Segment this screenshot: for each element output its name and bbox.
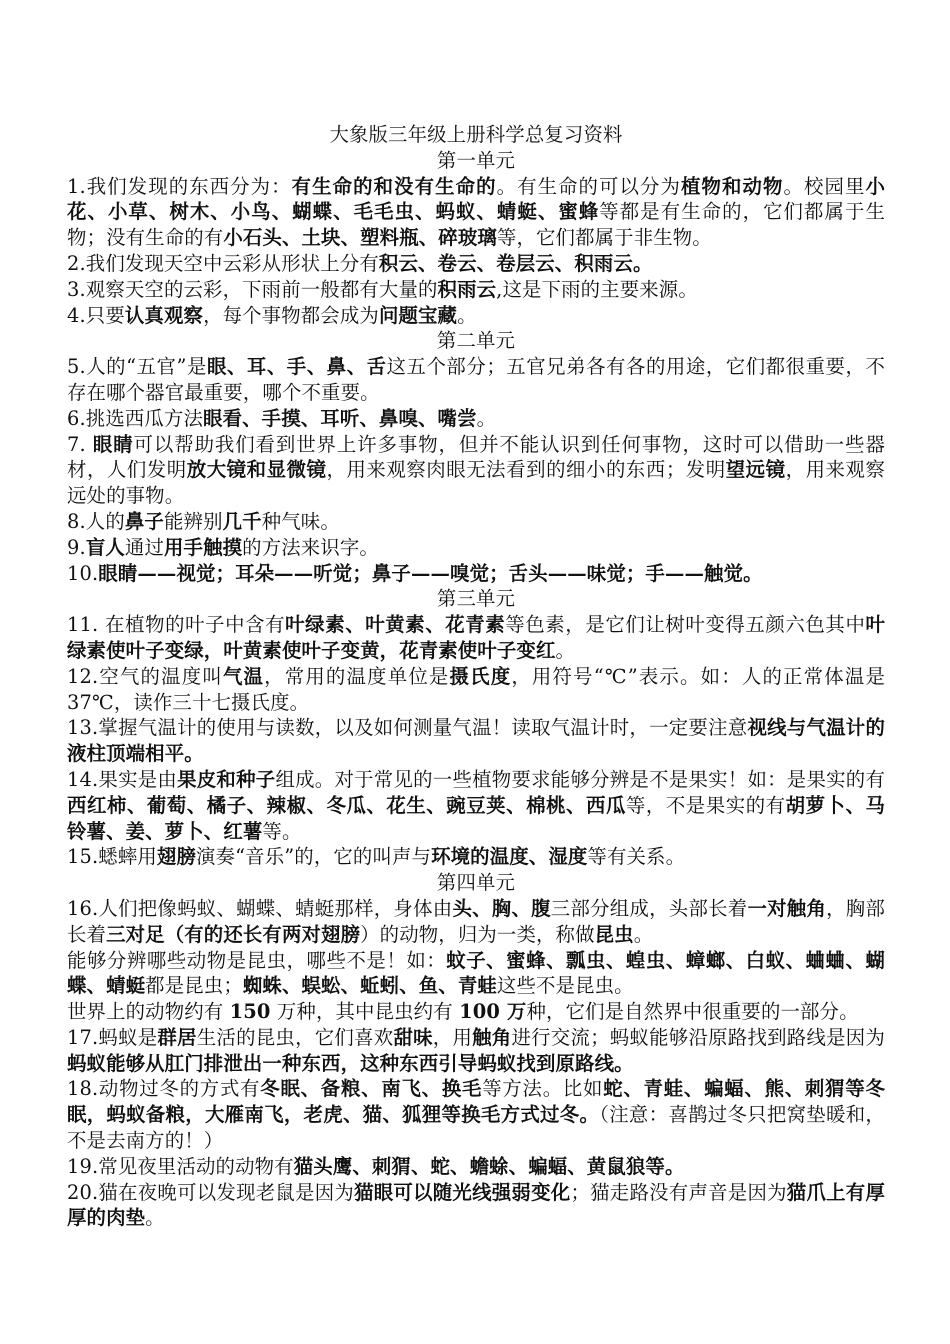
paragraph [67,948,885,1000]
bold-text: 猫爪上有厚厚的肉垫 [67,1180,885,1230]
bold-text: 触角 [472,1025,512,1049]
bold-text: 冬眠、备粮、南飞、换毛 [260,1077,483,1101]
paragraph [67,1154,885,1180]
text-run: ，用符号“℃”表示。如：人的正常体温是 37℃，读作三十七摄氏度。 [67,664,885,714]
paragraph [67,664,885,716]
text-run: 2.我们发现天空中云彩从形状上分有 [67,251,379,275]
text-run: ）的动物，归为一类，称做 [360,922,595,946]
text-run: 11. 在植物的叶子中含有 [67,613,286,637]
text-run: 这五个部分；五官兄弟各有各的用途，它们都很重要，不存在哪个器官最重要，哪个不重要。 [67,355,885,404]
bold-text: 昆虫 [594,922,634,946]
bold-text: 有生命的和没有生命的 [291,174,497,198]
paragraph [67,354,885,406]
text-run: 能够分辨哪些动物是昆虫，哪些不是！如： [67,948,447,972]
paragraph [67,303,885,329]
text-run: 12.空气的温度叫 [67,664,223,688]
bold-text: 积云、卷云、卷层云、积雨云。 [378,251,653,275]
document-page [67,122,885,1231]
bold-text: 蚂蚁能够从肛门排泄出一种东西，这种东西引导蚂蚁找到原路线。 [67,1051,634,1075]
text-run: 组成。对于常见的一些植物要求能够分辨是不是果实！如：是果实的有 [275,767,886,791]
bold-text: 摄氏度 [449,664,512,688]
text-run: 15.蟋蟀用 [67,845,157,869]
text-run: 等都是有生命的，它们都属于生物；没有生命的有 [67,200,885,250]
paragraph [67,432,885,509]
unit-heading: 第四单元 [436,871,516,895]
paragraph [67,1180,885,1232]
text-run: 进行交流；蚂蚁能够沿原路找到路线是因为 [511,1025,885,1049]
text-run: 。 [145,1206,165,1230]
bold-text: 100 万 [459,1000,527,1024]
bold-text: 望远镜 [725,458,786,482]
paragraph [67,1076,885,1153]
text-run: 世界上的动物约有 [67,1000,230,1024]
bold-text: 三对足（有的还长有两对翅膀 [106,922,361,946]
paragraph [67,844,885,870]
text-run: 的方法来识字。 [242,535,379,559]
bold-text: 眼、耳、手、鼻、舌 [206,355,387,379]
bold-text: 气温 [222,664,265,688]
text-run: 6.挑选西瓜方法 [67,406,204,430]
bold-text: 放大镜和显微镜 [186,458,327,482]
text-run: 生活的昆虫，它们喜欢 [196,1025,394,1049]
bold-text: 蚊子、蜜蜂、瓢虫、蝗虫、蟑螂、白蚁、蛐蛐、蝴蝶、蜻蜓 [67,948,885,998]
bold-text: 鼻子 [124,509,164,533]
text-run: 4.只要 [67,303,125,327]
paragraph [67,277,885,303]
text-run: ，用来观察远处的事物。 [67,458,885,508]
text-run: ，用 [432,1025,473,1049]
text-run: 等方法。比如 [482,1077,604,1101]
text-run: 等，它们都属于非生物。 [496,226,712,250]
bold-text: 小花、小草、树木、小鸟、蝴蝶、毛毛虫、蚂蚁、蜻蜓、蜜蜂 [67,174,885,224]
bold-text: 胡萝卜、马铃薯、姜、萝卜、红薯 [67,793,886,843]
bold-text: 翅膀 [156,845,197,869]
text-run: 14.果实是由 [67,767,178,791]
bold-text: 视线与气温计的液柱顶端相平。 [67,716,885,766]
text-run: ；猫走路没有声音是因为 [570,1180,787,1204]
bold-text: 叶绿素使叶子变绿，叶黄素使叶子变黄，花青素使叶子变红 [67,613,886,662]
bold-text: 西红柿、葡萄、橘子、辣椒、冬瓜、花生、豌豆荚、棉桃、西瓜 [67,793,626,817]
unit-heading: 第三单元 [436,587,516,611]
bold-text: 认真观察 [124,303,204,327]
text-run: ，常用的温度单位是 [264,664,450,688]
bold-text: 问题宝藏 [378,303,458,327]
bold-text: 叶绿素、叶黄素、花青素 [285,613,506,637]
text-run: 。有生命的可以分为 [496,174,682,198]
text-run: 20.猫在夜晚可以发现老鼠是因为 [67,1180,355,1204]
text-run: ，胸部长着 [67,896,886,946]
text-run: 17.蚂蚁是 [67,1025,158,1049]
bold-text: 眼睛——视觉；耳朵——听觉；鼻子——嗅觉；舌头——味觉；手——触觉。 [98,561,763,585]
text-run: 。 [457,303,477,327]
text-run: 3.观察天空的云彩，下雨前一般都有大量的 [67,277,438,301]
paragraph [67,535,885,561]
text-run: 这些不是昆虫。 [496,974,634,998]
text-run: 19.常见夜里活动的动物有 [67,1154,294,1178]
text-run: 等，不是果实的有 [625,793,786,817]
bold-text: 头、胸、腹 [452,896,551,920]
bold-text: 一对触角 [747,896,827,920]
text-run: 等有关系。 [587,845,686,869]
unit-heading: 第二单元 [436,329,516,353]
bold-text: 盲人 [85,535,125,559]
text-run: 。 [555,638,576,662]
bold-text: 用手触摸 [164,535,243,559]
text-run: 。 [633,922,654,946]
text-run: ，每个事物都会成为 [203,303,379,327]
bold-text: 环境的温度、湿度 [431,845,588,869]
text-run: 1.我们发现的东西分为： [67,174,292,198]
paragraph [67,999,885,1025]
paragraph [67,612,885,664]
bold-text: 猫眼可以随光线强弱变化 [354,1180,571,1204]
text-run: 可以帮助我们看到世界上许多事物，但并不能认识到任何事物，这时可以借助一些器材，人们发明 [67,432,885,482]
paragraph [67,174,885,251]
text-run: 10. [67,561,99,585]
bold-text: 积雨云 [437,277,497,301]
text-run: 16.人们把像蚂蚁、蝴蝶、蜻蜓那样，身体由 [67,896,453,920]
bold-text: 群居 [157,1025,197,1049]
text-run: 能辨别 [163,509,223,533]
bold-text: 小石头、土块、塑料瓶、碎玻璃 [223,226,497,250]
text-run: 18.动物过冬的方式有 [67,1077,261,1101]
text-run: 三部分组成，头部长着 [550,896,748,920]
paragraph [67,406,885,432]
bold-text: 甜味 [393,1025,433,1049]
bold-text: 几千 [222,509,262,533]
text-run: 13.掌握气温计的使用与读数，以及如何测量气温！读取气温计时，一定要注意 [67,716,748,740]
paragraph [67,1025,885,1077]
bold-text: 150 [229,1000,271,1024]
bold-text: 蜘蛛、蜈蚣、蚯蚓、鱼、青蛙 [242,974,497,998]
paragraph [67,561,885,587]
bold-text: 植物和动物 [681,174,784,198]
text-run: 种，它们是自然界中很重要的一部分。 [526,1000,859,1024]
bold-text: 眼睛 [92,432,134,456]
text-run: 等色素，是它们让树叶变得五颜六色其中 [505,613,866,637]
text-run: 7. [67,432,93,456]
unit-heading: 第一单元 [436,148,516,172]
text-run: （注意：喜鹊过冬只把窝垫暖和，不是去南方的！） [67,1103,885,1153]
bold-text: 眼看、手摸、耳听、鼻嗅、嘴尝 [203,406,477,430]
text-run: 5.人的“五官”是 [67,355,207,379]
paragraph [67,509,885,535]
text-run: 通过 [124,535,164,559]
text-run: 8.人的 [67,509,125,533]
text-run: 演奏“音乐”的，它的叫声与 [196,845,432,869]
text-run: 。 [476,406,497,430]
text-run: 万种，其中昆虫约有 [270,1000,460,1024]
paragraph [67,251,885,277]
sections-container [67,148,885,1231]
text-run: ,这是下雨的主要来源。 [496,277,698,301]
paragraph [67,715,885,767]
text-run: 等。 [262,819,302,843]
text-run: 9. [67,535,86,559]
paragraph [67,896,885,948]
text-run: 种气味。 [261,509,340,533]
bold-text: 猫头鹰、刺猬、蛇、蟾蜍、蝙蝠、黄鼠狼等。 [293,1154,685,1178]
text-run: 都是昆虫； [145,974,243,998]
document-title: 大象版三年级上册科学总复习资料 [329,123,623,146]
bold-text: 果皮和种子 [177,767,276,791]
text-run: 。校园里 [783,174,866,198]
bold-text: 蛇、青蛙、蝙蝠、熊、刺猬等冬眠，蚂蚁备粮，大雁南飞，老虎、猫、狐狸等换毛方式过冬。 [67,1077,885,1127]
paragraph [67,767,885,844]
text-run: ，用来观察肉眼无法看到的细小的东西；发明 [326,458,726,482]
